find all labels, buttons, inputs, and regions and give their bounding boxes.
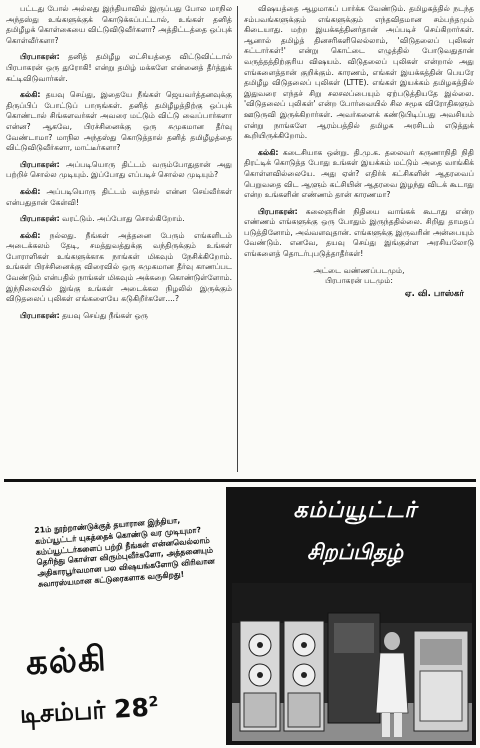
right-paragraphs [244,4,474,260]
speaker-label: கல்கி: [20,186,41,196]
paragraph-text: பட்டது போல் அல்லது இந்தியாவில் இருப்பது போல மாநில அந்தஸ்து உங்களுக்குக் கொடுக்கப்பட்டால், உங்கள் தனித் தமிழீழக் கொள்கையை விட்டுவிடுவீர்களா? அத்திட்டத்தை ஒப்புக் கொள்வீர்களா? [6,4,232,45]
article-paragraph [244,148,474,201]
ad-promo-text: 21ம் நூற்றாண்டுக்குத் தயாரான இந்தியா, கம்ப்யூட்டர் யுகத்தைக் கொண்டு வர முடியுமா? கம்ப்யூட்டர்களைப் பற்றி நீங்கள் என்னவெல்லாம் தெரிந்து கொள்ள விரும்புவீர்களோ, அத்தனையும் அதிகாரபூர்வமான பல விஷயங்களோடு விரிவான சுவாரஸ்யமான கட்டுரைகளாக வருகிறது! [34,515,216,589]
paragraph-text: விஷயத்தை ஆழமாகப் பார்க்க வேண்டும். தமிழகத்தில் நடந்த சம்பவங்களுக்கும் எங்களுக்கும் எந்தவிதமான சம்பந்தமும் கிடையாது. மற்ற இயக்கத்தினர்தான் அப்படிச் செய்கிறார்கள். ஆனால் தமிழ்த் தினசரிகளிலெல்லாம், 'விடுதலைப் புலிகள் சுட்டார்கள்!' என்று கொட்டை எழுத்தில் போடுவதுதான் வருத்தத்திற்குரிய விஷயம். விடுதலைப் புலிகள் என்றால் அது எங்களைத்தான் குறிக்கும். காரணம், எங்கள் இயக்கத்தின் பெயரே தமிழீழ விடுதலைப் புலிகள் (LTTE). எங்கள் இயக்கம் தமிழகத்தில் இதுவரை எந்தச் சிறு சலசலப்பையும் ஏற்படுத்தியதே இல்லை. 'விடுதலைப் புலிகள்' என்ற போர்வையில் சில சமூக விரோதிகளும் ஊடுருவி இருக்கிறார்கள். அவர்களைக் கண்டுபிடிப்பது அவசியம் என்று நாங்களே ஆரம்பத்தில் தமிழக அரசிடம் எடுத்துக் கூறியிருக்கிறோம். [244,4,474,141]
article-paragraph [244,4,474,142]
photo-credit-line1: அட்டை வண்ணப்படமும், [313,265,405,275]
paragraph-text: நல்லது. நீங்கள் அத்தனை பேரும் எங்களிடம் அடைக்கலம் தேடி, சமத்துவத்துக்கு வந்திருக்கும் உங்கள் போராளிகள் உங்களுக்காக நாங்கள் மிகவும் நேசிக்கிறோம். உங்கள் பிரச்சினைக்கு விரைவில் ஒரு சுமுகமான தீர்வு காணப்பட வேண்டும் என்பதில் நாங்கள் மிகவும் அக்கறை கொண்டுள்ளோம். இந்நிலையில் இங்கு உங்கள் அடைக்கல நிழலில் இருக்கும் விடுதலைப் புலிகள் எங்களையே கடுகிறீர்களே....? [6,230,232,304]
paragraph-text: தயவு செய்து, இதையே நீங்கள் ஜெயவர்த்தனவுக்கு திருப்பிப் போட்டுப் பாருங்கள். தனித் தமிழீழத்திற்கு ஒப்புக் கொண்டால் சிங்களவர்கள் அவரை மட்டும் விட்டு வைப்பார்களா என்ன? ஆகவே, பிரச்சினைக்கு ஒரு சுமுகமான தீர்வு வேண்டாமா? மாநில அந்தஸ்து கொடுத்தால் தனித் தமிழீழத்தை விட்டுவிடுவீர்களா, மாட்டீர்களா? [6,90,232,153]
speaker-label: கல்கி: [20,230,41,240]
article-paragraph [6,311,232,322]
speaker-label: பிரபாகரன்: [258,206,298,216]
computer-room-photo [232,583,472,741]
article-paragraph [6,4,232,46]
speaker-label: கல்கி: [20,90,41,100]
ad-image-panel [226,487,476,745]
paragraph-text: கடைசியாக ஒன்று. தி.மு.க. தலைவர் கருணாநிதி நிதி திரட்டிக் கொடுத்த போது உங்கள் இயக்கம் மட்டும் அதை வாங்கிக் கொள்ளவில்லையே. அது ஏன்? எதிர்க் கட்சிகளின் ஆதரவைப் பெறுவதை விட ஆளும் கட்சியின் ஆதரவை இழந்து விடக் கூடாது என்ற உங்களின் எண்ணம் தான் காரணமா? [244,147,474,200]
article-right-column [244,4,474,472]
speaker-label: பிரபாகரன்: [20,310,60,320]
section-divider [4,479,476,482]
article-paragraph [6,90,232,154]
article-paragraph [6,214,232,225]
paragraph-text: கலைஞரின் நிதியை வாங்கக் கூடாது என்ற எண்ணம் எங்களுக்கு ஒரு போதும் இருந்ததில்லை. சிறிது தாமதப் படுத்தினோம், அவ்வளவுதான். எங்களுக்கு இருவரின் அன்பையும் வேண்டும். எனவே, தயவு செய்து இங்குள்ள அரசியலோடு எங்களைத் தொடர்புபடுத்தாதீர்கள்! [244,206,474,259]
photo-credit [244,266,474,287]
ad-title-computer: கம்ப்யூட்டர் [293,497,417,523]
speaker-label: பிரபாகரன்: [20,52,60,62]
ad-title-special-issue: சிறப்பிதழ் [306,539,404,564]
article-paragraph [6,160,232,181]
issue-date [19,692,159,732]
article-paragraph [6,231,232,305]
advertisement [0,485,480,748]
article-paragraph [6,187,232,208]
issue-date-superscript: 2 [148,694,159,711]
paragraph-text: அப்படியொரு திட்டம் வரும்போதுதான் அது பற்றிச் சொல்ல முடியும். இப்போது எப்படிச் சொல்ல முடியும்? [6,159,232,180]
speaker-label: பிரபாகரன்: [20,159,60,169]
ad-text-panel [6,491,220,743]
paragraph-text: வரட்டும். அப்போது சொல்கிறோம். [62,214,185,224]
article-left-column [6,4,232,472]
article-paragraph [244,207,474,260]
issue-date-text: டிசம்பர் 28 [19,692,150,729]
photo-credit-line2: பிரபாகரன் படமும்: [325,276,393,286]
column-rule [237,6,238,472]
speaker-label: பிரபாகரன்: [20,214,60,224]
speaker-label: கல்கி: [258,147,279,157]
article-paragraph [6,52,232,84]
paragraph-text: தனித் தமிழீழ லட்சியத்தை விட்டுவிட்டால் பிரபாகரன் ஒரு துரோகி! என்று தமிழ் மக்களே என்னைத் தீர்த்துக் கட்டிவிடுவார்கள். [6,52,232,83]
paragraph-text: தயவு செய்து நீங்கள் ஒரு [62,310,148,320]
magazine-brand: கல்கி [24,638,108,684]
author-name: ஏ. வி. பாஸ்கர் [404,288,464,299]
paragraph-text: அப்படியொரு திட்டம் வந்தால் என்ன செய்வீர்கள் என்பதுதான் கேள்வி! [6,186,232,207]
